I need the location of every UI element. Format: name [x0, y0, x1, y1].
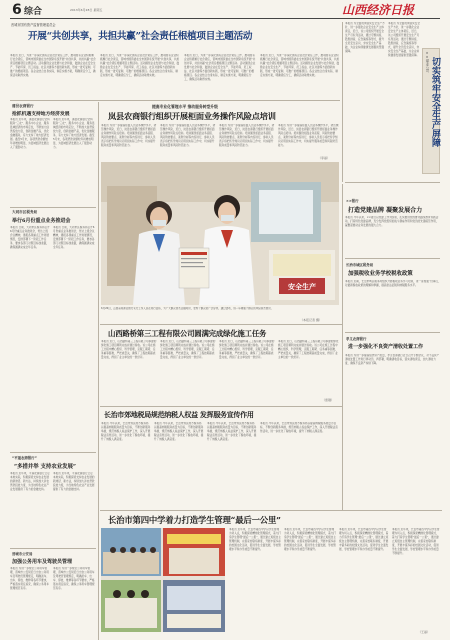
center-rule-3 [100, 510, 442, 511]
tax-body-2: 本报讯 今年以来，长治市郊区地方税务局以提高纳税服务质量为目标，不断创新服务举措，规范纳税人权益保护工作，深入开展税法宣传活动，进一步优化了税收环境，提升了纳税人满意度。 [154, 422, 204, 441]
right-sec2-label: 长治市城区税务局 [346, 263, 374, 267]
top-story-body-3: 本报讯 近日，为进一步深化国有企业社会责任工作，推动国有企业积极履行社会责任，晋城市国资委在全市国资系统开展“共创共享，共担共赢”社会责任根植项目主题活动。活动围绕企业发展与社会和谐，鼓励企业在安全生产、节能环保、员工权益、社区共建等方面创新实践，形成一批可复制、可推广的根植项目。各企业结合自身实际，制定实施方案，明确责任分工，确保活动取得实效。 [184, 54, 256, 81]
issue-date: 2013年6月28日 星期五 [70, 8, 103, 12]
right-top-bottom-rule [345, 182, 440, 183]
center-photo-credit: （本报记者 摄） [300, 318, 322, 322]
right-sec2-rule [345, 332, 440, 333]
left-sec3-label: “平遥农商银行” [12, 456, 37, 460]
left-sec4-title: 加强公务用车及驾驶员管理 [12, 559, 73, 565]
bottom-body-2: 本报讯 近年来，长治市第四中学以学生管理为切入点，积极探索精细化管理模式，着力打造学生管理“最后一公里”，通过建立班级自主管理机制，完善家校联系制度，开展丰富多彩的校园文化活动，促进学生全面发展，学校管理水平和办学质量不断提升。 [284, 528, 336, 551]
left-sec2-label: 大同市区税务局 [12, 210, 38, 214]
tax-body-3: 本报讯 今年以来，长治市郊区地方税务局以提高纳税服务质量为目标，不断创新服务举措，规范纳税人权益保护工作，深入开展税法宣传活动，进一步优化了税收环境，提升了纳税人满意度。 [207, 422, 257, 441]
left-sec1-body: 本报讯 近年来，蒲县农商银行坚持服务“三农”、服务中小企业、服务县域经济的市场定位，不断加大信贷投放力度，创新金融产品，优化金融服务，有力支持了地方经济发展。截至5月末，各项贷款余额较年初增加明显，为县域经济发展注入了强劲动力。 [10, 118, 50, 149]
center-photo-caption: 6月26日，山西省某商业银行支行工作人员在进行宣传，为广大群众普及金融知识，受到了群众的广泛好评。通过活动，进一步增强了群众的风险防范意识。 [101, 307, 274, 310]
left-column-rule [98, 102, 99, 640]
top-story-title: 开展“共创共享，共担共赢”社会责任根植项目主题活动 [28, 31, 253, 42]
bottom-title: 长治市第四中学着力打造学生管理“最后一公里” [108, 515, 281, 525]
bank-staff-photo [101, 162, 339, 305]
left-sec3-body: 本报讯 近年来，平遥农商银行立足本地实际，积极探索支持农业发展的新途径、新方法，持续加大涉农贷款投放力度，为当地特色农业产业发展提供了有力的金融支持。 [10, 472, 50, 491]
mid-body-4: 本报讯 近日，山西路桥第三工程有限公司承建的绿化施工项目顺利完成并通过验收。该公司在施工过程中精心组织、科学管理，克服工期紧、任务重等困难，严把质量关，确保了工程按期高质量完成，得到了业主单位的一致好评。 [278, 340, 339, 359]
center-body: 本报讯 为进一步提高柜面人员业务操作水平，防范操作风险，近日，岚县农商银行组织开展柜面业务操作风险点培训。培训围绕柜面业务流程、风险防控要点、案例分析等内容进行，参训人员表示将把所学知识运用到实际工作中，切实提升服务质量和风险防范能力。 [101, 124, 157, 147]
right-sec3-label: 孝义农商银行 [346, 337, 367, 341]
top-story-rule [10, 100, 340, 101]
center-title: 岚县农商银行组织开展柜面业务操作风险点培训 [108, 111, 276, 121]
left-sec1-label: 蒲县农商银行 [12, 104, 34, 108]
page-header [0, 0, 450, 19]
left-sec2-rule [10, 452, 96, 453]
mid-body-2: 本报讯 近日，山西路桥第三工程有限公司承建的绿化施工项目顺利完成并通过验收。该公司在施工过程中精心组织、科学管理，克服工期紧、任务重等困难，严把质量关，确保了工程按期高质量完成，得到了业主单位的一致好评。 [160, 340, 216, 359]
center-rule-1 [100, 324, 342, 325]
center-byline: （李丽） [318, 156, 331, 160]
right-sec1-body: 本报讯 今年以来，××银行以党建工作为统领，扎实推进党的群众路线教育实践活动，打造特色党建品牌，充分发挥党组织的战斗堡垒作用和党员的先锋模范作用，凝聚起推动业务发展的强大合力。 [345, 216, 439, 227]
left-sec3-title: “多措并举 支持农业发展” [14, 464, 76, 470]
right-top-vertical-title [422, 48, 440, 174]
left-sec4-body-2: 本报讯 为进一步规范公务用车管理，晋城市公安局近日出台公务用车及驾驶员管理规定，明确派车、出车、停放、维修等各环节要求，严格落实责任追究，确保公务用车管理规范有序。 [53, 567, 95, 590]
bottom-body-4: 本报讯 近年来，长治市第四中学以学生管理为切入点，积极探索精细化管理模式，着力打造学生管理“最后一公里”，通过建立班级自主管理机制，完善家校联系制度，开展丰富多彩的校园文化活动，促进学生全面发展，学校管理水平和办学质量不断提升。 [392, 528, 440, 555]
left-sec3-body-2: 本报讯 近年来，平遥农商银行立足本地实际，积极探索支持农业发展的新途径、新方法，持续加大涉农贷款投放力度，为当地特色农业产业发展提供了有力的金融支持。 [53, 472, 95, 491]
mid-byline: （雷刚） [322, 398, 335, 402]
top-story-body-4: 本报讯 近日，为进一步深化国有企业社会责任工作，推动国有企业积极履行社会责任，晋城市国资委在全市国资系统开展“共创共享，共担共赢”社会责任根植项目主题活动。活动围绕企业发展与社会和谐，鼓励企业在安全生产、节能环保、员工权益、社区共建等方面创新实践，形成一批可复制、可推广的根植项目。各企业结合自身实际，制定实施方案，明确责任分工，确保活动取得实效。 [260, 54, 340, 77]
sign-text: 安全生产 [288, 283, 316, 291]
bottom-byline: （王丽） [418, 630, 431, 634]
bottom-body-3: 本报讯 近年来，长治市第四中学以学生管理为切入点，积极探索精细化管理模式，着力打造学生管理“最后一公里”，通过建立班级自主管理机制，完善家校联系制度，开展丰富多彩的校园文化活动，促进学生全面发展，学校管理水平和办学质量不断提升。 [339, 528, 389, 551]
left-sec1-body-2: 本报讯 近年来，蒲县农商银行坚持服务“三农”、服务中小企业、服务县域经济的市场定位，不断加大信贷投放力度，创新金融产品，优化金融服务，有力支持了地方经济发展。截至5月末，各项贷款余额较年初增加明显，为县域经济发展注入了强劲动力。 [53, 118, 95, 149]
right-top-vertical-headline: 切实筑牢安全生产屏障 [430, 57, 440, 147]
right-sec2-body: 本报讯 近期，长治市城区税务局组织开展税收业务学习培训，进一步加强干部职工对最新税收政策的理解和掌握，提高依法征税和纳税服务水平。 [345, 280, 440, 287]
bottom-photo-collage [101, 528, 225, 632]
right-sec1-label: ××银行 [346, 199, 359, 203]
tax-title: 长治市郊地税局规范纳税人权益 发挥服务宣传作用 [104, 410, 254, 419]
left-sec4-label: 晋城市公安局 [12, 552, 33, 556]
header-rule [10, 18, 440, 19]
center-body-2: 本报讯 为进一步提高柜面人员业务操作水平，防范操作风险，近日，岚县农商银行组织开展柜面业务操作风险点培训。培训围绕柜面业务流程、风险防控要点、案例分析等内容进行，参训人员表示将把所学知识运用到实际工作中，切实提升服务质量和风险防范能力。 [160, 124, 216, 147]
center-body-4: 本报讯 为进一步提高柜面人员业务操作水平，防范操作风险，近日，岚县农商银行组织开展柜面业务操作风险点培训。培训围绕柜面业务流程、风险防控要点、案例分析等内容进行，参训人员表示将把所学知识运用到实际工作中，切实提升服务质量和风险防范能力。 [278, 124, 339, 147]
left-sec3-rule [10, 548, 96, 549]
tax-body-4: 本报讯 今年以来，长治市郊区地方税务局以提高纳税服务质量为目标，不断创新服务举措，规范纳税人权益保护工作，深入开展税法宣传活动，进一步优化了税收环境，提升了纳税人满意度。 [260, 422, 338, 433]
center-kicker: 提高专业化管理水平 推动服务转型升级 [152, 104, 218, 109]
left-sec2-body: 本报讯 日前，大同市区税务局召开6月份重点业务推进会，传达上级会议精神，通报各项重点工作进展情况，安排部署下一阶段工作任务，要求各部门对照目标找差距，确保圆满完成全年任务。 [10, 226, 50, 249]
right-column-rule [342, 22, 343, 182]
left-sec2-title: 举行6月份重点业务推进会 [12, 218, 71, 224]
right-top-vertical-kicker: ××煤业公司 [425, 51, 429, 73]
center-rule-2 [100, 406, 342, 407]
top-story-body-2: 本报讯 近日，为进一步深化国有企业社会责任工作，推动国有企业积极履行社会责任，晋城市国资委在全市国资系统开展“共创共享，共担共赢”社会责任根植项目主题活动。活动围绕企业发展与社会和谐，鼓励企业在安全生产、节能环保、员工权益、社区共建等方面创新实践，形成一批可复制、可推广的根植项目。各企业结合自身实际，制定实施方案，明确责任分工，确保活动取得实效。 [100, 54, 180, 77]
left-sec4-body: 本报讯 为进一步规范公务用车管理，晋城市公安局近日出台公务用车及驾驶员管理规定，明确派车、出车、停放、维修等各环节要求，严格落实责任追究，确保公务用车管理规范有序。 [10, 567, 49, 590]
section-name: 综合 [24, 7, 43, 17]
mid-body-3: 本报讯 近日，山西路桥第三工程有限公司承建的绿化施工项目顺利完成并通过验收。该公司在施工过程中精心组织、科学管理，克服工期紧、任务重等困难，严把质量关，确保了工程按期高质量完成，得到了业主单位的一致好评。 [219, 340, 275, 359]
center-photo [101, 162, 339, 305]
masthead-logo: 山西经济日报 [342, 3, 415, 17]
school-activity-photos [101, 528, 225, 632]
right-sec1-title: 打造党建品牌 凝聚发展合力 [348, 207, 423, 214]
top-story-body: 本报讯 近日，为进一步深化国有企业社会责任工作，推动国有企业积极履行社会责任，晋城市国资委在全市国资系统开展“共创共享，共担共赢”社会责任根植项目主题活动。活动围绕企业发展与社会和谐，鼓励企业在安全生产、节能环保、员工权益、社区共建等方面创新实践，形成一批可复制、可推广的根植项目。各企业结合自身实际，制定实施方案，明确责任分工，确保活动取得实效。 [10, 54, 96, 77]
right-sec1-rule [345, 258, 440, 259]
top-story-box [10, 20, 340, 52]
page-number: 6 [12, 2, 22, 18]
right-top-body: 本报讯 为全面贯彻落实安全生产方针，进一步强化企业安全生产主体责任，近日，该公司组织开展安全生产月系列活动，通过专题讲座、隐患排查、应急演练等形式，提升全员安全意识，夯实安全生产基础，为企业持续健康发展提供坚强保障。 [345, 22, 385, 53]
tax-body: 本报讯 今年以来，长治市郊区地方税务局以提高纳税服务质量为目标，不断创新服务举措，规范纳税人权益保护工作，深入开展税法宣传活动，进一步优化了税收环境，提升了纳税人满意度。 [101, 422, 151, 441]
right-sec3-body: 本报讯 为进一步提高信贷资产质量，孝义农商银行近日召开专题会议，对不良资产清收处置工作进行再动员、再部署，明确清收目标，落实清收责任，加大清收力度，确保不良资产持续下降。 [345, 354, 440, 365]
mid-title: 山西路桥第三工程有限公司圆满完成绿化施工任务 [108, 329, 267, 338]
left-sec1-rule [10, 207, 96, 208]
mid-body: 本报讯 近日，山西路桥第三工程有限公司承建的绿化施工项目顺利完成并通过验收。该公司在施工过程中精心组织、科学管理，克服工期紧、任务重等困难，严把质量关，确保了工程按期高质量完成，得到了业主单位的一致好评。 [101, 340, 157, 359]
bottom-body: 本报讯 近年来，长治市第四中学以学生管理为切入点，积极探索精细化管理模式，着力打造学生管理“最后一公里”，通过建立班级自主管理机制，完善家校联系制度，开展丰富多彩的校园文化活动，促进学生全面发展，学校管理水平和办学质量不断提升。 [229, 528, 281, 551]
left-sec2-body-2: 本报讯 日前，大同市区税务局召开6月份重点业务推进会，传达上级会议精神，通报各项重点工作进展情况，安排部署下一阶段工作任务，要求各部门对照目标找差距，确保圆满完成全年任务。 [53, 226, 95, 249]
top-story-kicker: 晋城市国有资产监督管理委员会 [11, 23, 56, 27]
left-sec1-title: 抢抓机遇支持地方经济发展 [12, 111, 70, 117]
right-top-body-2: 本报讯 为全面贯彻落实安全生产方针，进一步强化企业安全生产主体责任，近日，该公司组织开展安全生产月系列活动，通过专题讲座、隐患排查、应急演练等形式，提升全员安全意识，夯实安全生产基础，为企业持续健康发展提供坚强保障。 [388, 22, 420, 57]
right-sec2-title: 加强税收业务学校税收政策 [348, 271, 413, 277]
center-body-3: 本报讯 为进一步提高柜面人员业务操作水平，防范操作风险，近日，岚县农商银行组织开展柜面业务操作风险点培训。培训围绕柜面业务流程、风险防控要点、案例分析等内容进行，参训人员表示将把所学知识运用到实际工作中，切实提升服务质量和风险防范能力。 [219, 124, 275, 147]
right-col-rule [342, 184, 343, 510]
right-sec3-title: 进一步强化不良资产清收处置工作 [348, 344, 424, 350]
